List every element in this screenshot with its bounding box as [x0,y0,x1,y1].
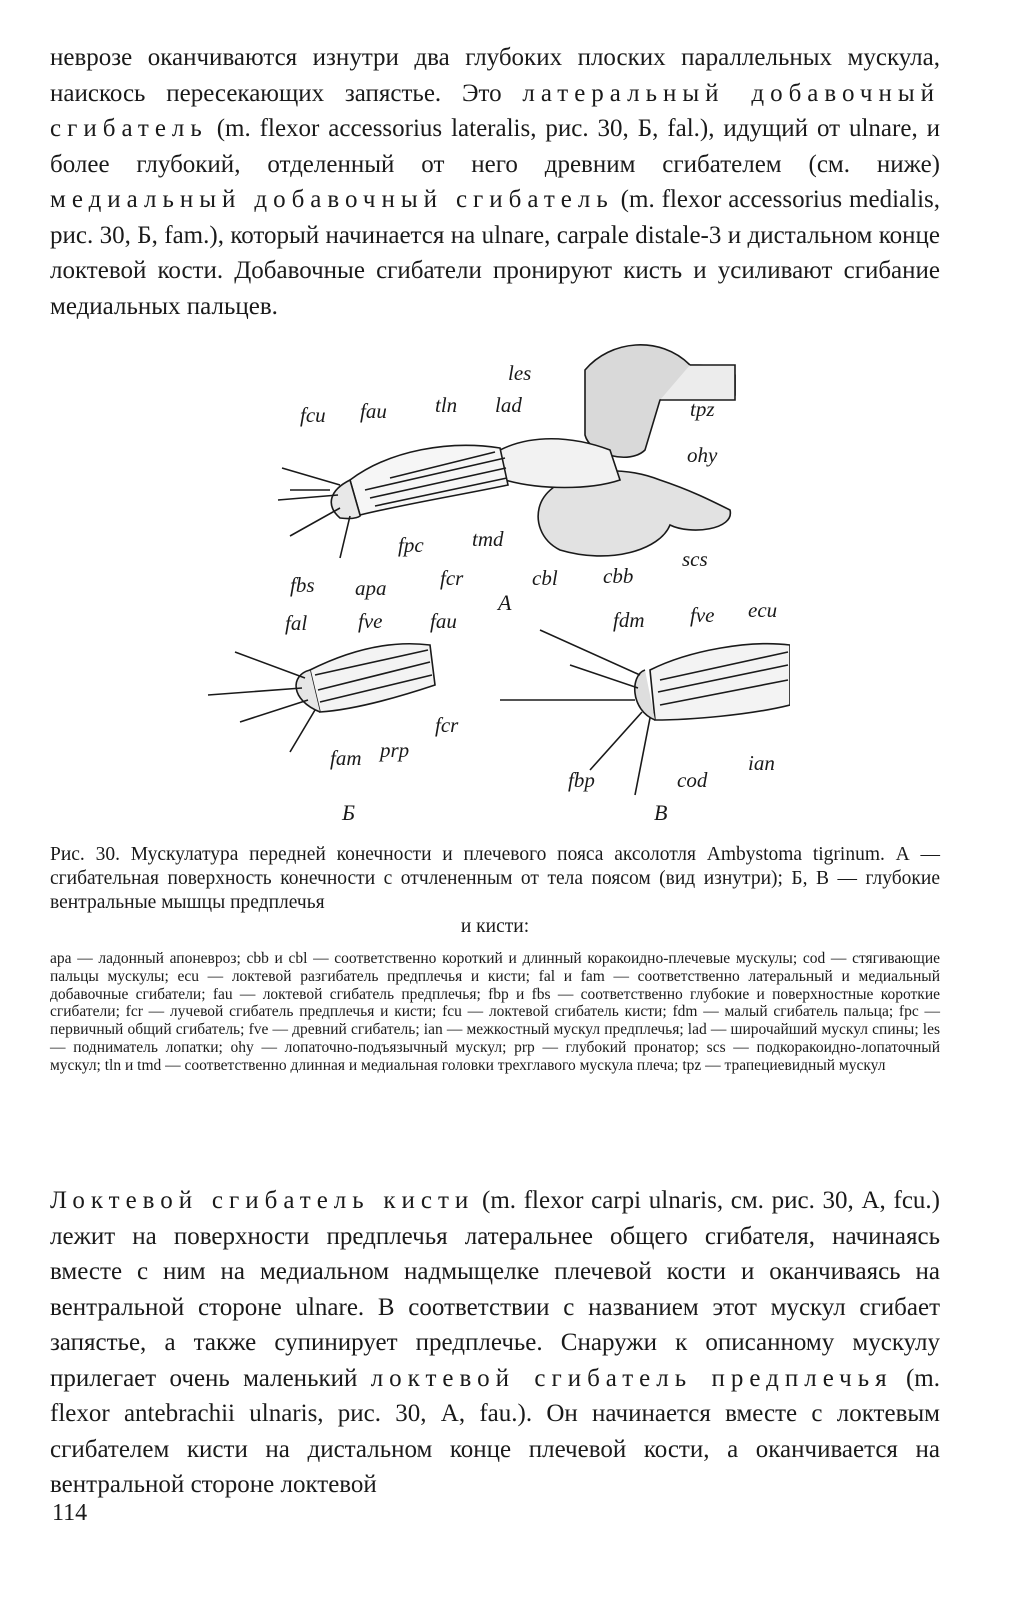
label-c-ian: ian [748,751,775,775]
lead-text-3: (m. flexor accessorius medialis, рис. 30, Б, fam.), который начинается на ulnare, carpale distale-3 и дистальном конце локтевой кости. Добавочные сгибатели пронируют кисть и усиливают сгибание медиальных пальцев. [50,186,940,320]
lead-text-1: неврозе оканчиваются изнутри два глубоких плоских параллельных мускула, наискось пересекающих запястье. Это [50,44,940,107]
label-b-prp: prp [380,738,410,762]
label-c-fbp: fbp [568,768,595,792]
figure-caption [50,843,940,939]
panel-b-letter: Б [342,800,355,825]
label-a-fcu: fcu [300,403,326,427]
bottom-spaced-term-2: локтевой сгибатель предплечья [370,1364,893,1392]
label-c-fdm: fdm [613,608,645,632]
lead-paragraph [50,40,940,324]
label-a-apa: apa [355,576,387,600]
panel-c-drawing [500,630,790,795]
label-b-fau: fau [430,609,457,633]
panel-a-letter: А [498,590,512,615]
label-a-tmd: tmd [472,527,504,551]
label-a-ohy: ohy [687,443,718,467]
panel-b-drawing [208,644,435,752]
panel-c-letter: В [654,800,668,825]
figure-30-illustration [190,340,790,830]
label-c-fve: fve [690,603,715,627]
label-c-ecu: ecu [748,598,778,622]
label-b-fve: fve [358,609,383,633]
label-a-fau: fau [360,399,387,423]
label-a-les: les [508,361,532,385]
caption-title-end: и кисти: [460,916,530,937]
bottom-text-1: (m. flexor carpi ulnaris, см. рис. 30, А, fcu.) лежит на поверхности предплечья латеральнее общего сгибателя, начинаясь вместе с ним на медиальном надмыщелке плечевой кости и оканчиваясь на вентральной стороне ulnare. В соответствии с названием этот мускул сгибает запястье, а также супинирует предплечье. Снаружи к описанному мускулу прилегает очень маленький [50,1187,941,1392]
label-b-fcr: fcr [435,713,459,737]
lead-text-2: (m. flexor accessorius lateralis, рис. 30, Б, fal.), идущий от ulnare, и более глубокий, отделенный от него древним сгибателем (см. ниже) [50,115,940,178]
label-a-tln: tln [435,393,458,417]
label-b-fam: fam [330,746,362,770]
figure-legend: apa — ладонный апоневроз; cbb и cbl — соответственно короткий и длинный коракоидно-плечевые мускулы; cod — стягивающие пальцы мускулы; ecu — локтевой разгибатель предплечья и кисти; fal и fam — соответственно латеральный и медиальный добавочные сгибатели; fau — локтевой сгибатель предплечья; fbp и fbs — соответственно глубокие и поверхностные короткие сгибатели; fcr — лучевой сгибатель предплечья и кисти; fcu — локтевой сгибатель кисти; fdm — малый сгибатель пальца; fpc — первичный общий сгибатель; fve — древний сгибатель; ian — межкостный мускул предплечья; lad — широчайший мускул спины; les — подниматель лопатки; ohy — лопаточно-подъязычный мускул; prp — глубокий пронатор; scs — подкоракоидно-лопаточный мускул; tln и tmd — соответственно длинная и медиальная головки трехглавого мускула плеча; tpz — трапециевидный мускул [50,950,940,1074]
label-a-fpc: fpc [398,533,424,557]
label-a-cbl: cbl [532,566,558,590]
label-a-scs: scs [682,547,708,571]
caption-title: Рис. 30. Мускулатура передней конечности и плечевого пояса аксолотля Ambystoma tigrinum. А — сгибательная поверхность конечности с отчлененным от тела поясом (вид изнутри); Б, В — глубокие вентральные мышцы предплечья [50,844,940,913]
page-number: 114 [52,1500,88,1526]
label-a-tpz: tpz [690,397,715,421]
lead-spaced-term-1: латеральный добавочный сгибатель [50,79,940,142]
label-a-fbs: fbs [290,573,315,597]
bottom-text-2: (m. flexor antebrachii ulnaris, рис. 30, А, fau.). Он начинается вместе с локтевым сгибателем кисти на дистальном конце плечевой кости, а оканчивается на вентральной стороне локтевой [50,1364,940,1498]
panel-a-drawing [278,345,735,558]
lead-spaced-term-2: медиальный добавочный сгибатель [50,186,614,213]
bottom-paragraph [50,1183,940,1503]
bottom-spaced-term-1: Локтевой сгибатель кисти [50,1187,475,1214]
label-b-fal: fal [285,611,308,635]
label-a-lad: lad [495,393,522,417]
label-a-fcr: fcr [440,566,464,590]
label-c-cod: cod [677,768,708,792]
label-a-cbb: cbb [603,564,634,588]
